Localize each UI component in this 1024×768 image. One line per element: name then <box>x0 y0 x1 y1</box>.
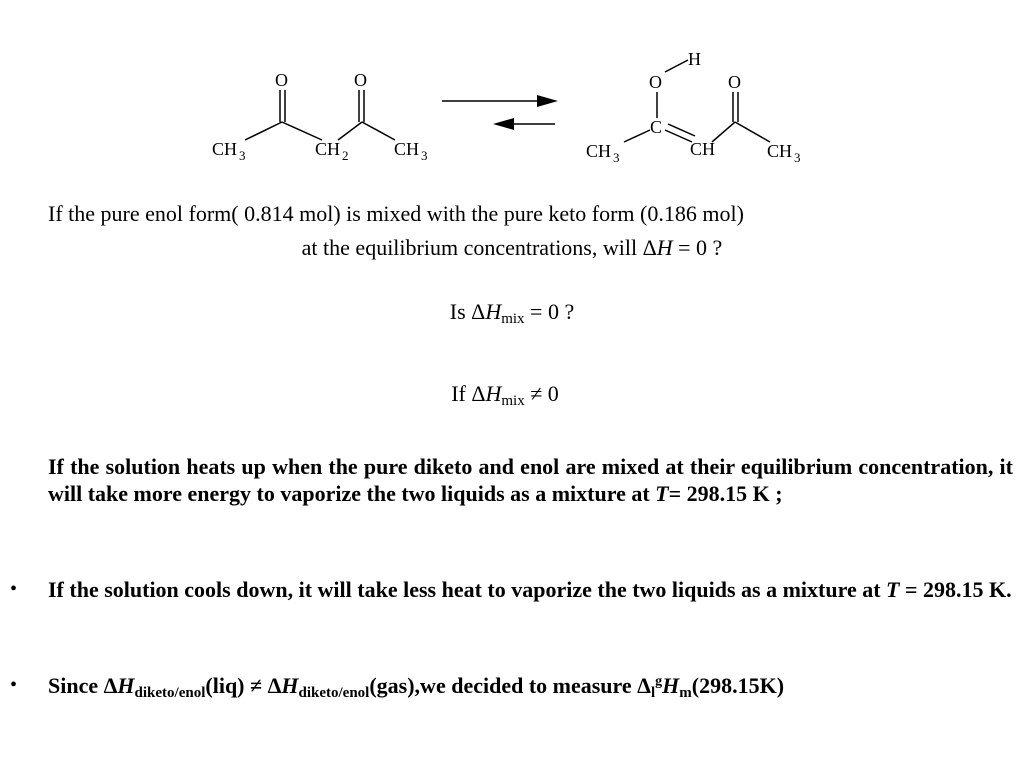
enol-ch3-left: CH <box>586 141 612 161</box>
keto-oxygen-1: O <box>275 70 288 90</box>
delta-h-mix-question: Is $\Delta H_{mix} = 0$ ? <box>449 299 575 327</box>
enol-ch3-left-subscript: 3 <box>613 150 620 165</box>
keto-ch3-right-subscript: 3 <box>421 148 428 163</box>
enol-structure <box>624 60 770 142</box>
cools-down-paragraph: If the solution cools down, it will take less heat to vaporize the two liquids as a mixture at T = 298.15 K. <box>48 577 1012 602</box>
keto-ch3-right: CH <box>394 139 420 159</box>
enol-oxygen-hydroxyl: O <box>649 72 662 92</box>
mixing-question-line-2: at the equilibrium concentrations, will ΔH = 0 ? <box>301 235 723 260</box>
bullet-marker-1: • <box>10 578 18 600</box>
mixing-question-line-1: If the pure enol form( 0.814 mol) is mixed with the pure keto form (0.186 mol) <box>48 201 744 226</box>
delta-h-mix-nonzero: If $\Delta H_{mix} \ne 0$ <box>451 381 559 409</box>
enol-oxygen-carbonyl: O <box>728 72 741 92</box>
enol-ch: CH <box>690 139 716 159</box>
keto-ch2-subscript: 2 <box>342 148 349 163</box>
reverse-arrow-head <box>493 118 514 130</box>
enol-carbon: C <box>650 117 663 137</box>
heats-up-paragraph: If the solution heats up when the pure diketo and enol are mixed at their equilibrium concentration, it will take more energy to vaporize the two liquids as a mixture at T= 298.15 K ; <box>48 454 1013 506</box>
keto-ch2: CH <box>315 139 341 159</box>
keto-oxygen-2: O <box>354 70 367 90</box>
keto-ch3-left: CH <box>212 139 238 159</box>
enol-ch3-right-subscript: 3 <box>794 150 801 165</box>
since-paragraph: Since $\Delta H_{diketo/enol}(liq) \ne \Delta H_{diketo/enol}(gas),we$ decided to measure $\Delta_l^gH_m(298.15K)$ <box>48 673 785 701</box>
enol-hydrogen: H <box>688 49 701 69</box>
forward-arrow-head <box>537 95 558 107</box>
keto-structure <box>245 90 395 140</box>
enol-ch3-right: CH <box>767 141 793 161</box>
bullet-marker-2: • <box>10 674 18 696</box>
keto-enol-equilibrium-diagram <box>0 0 1024 190</box>
keto-ch3-left-subscript: 3 <box>239 148 246 163</box>
equilibrium-arrows <box>442 95 558 130</box>
